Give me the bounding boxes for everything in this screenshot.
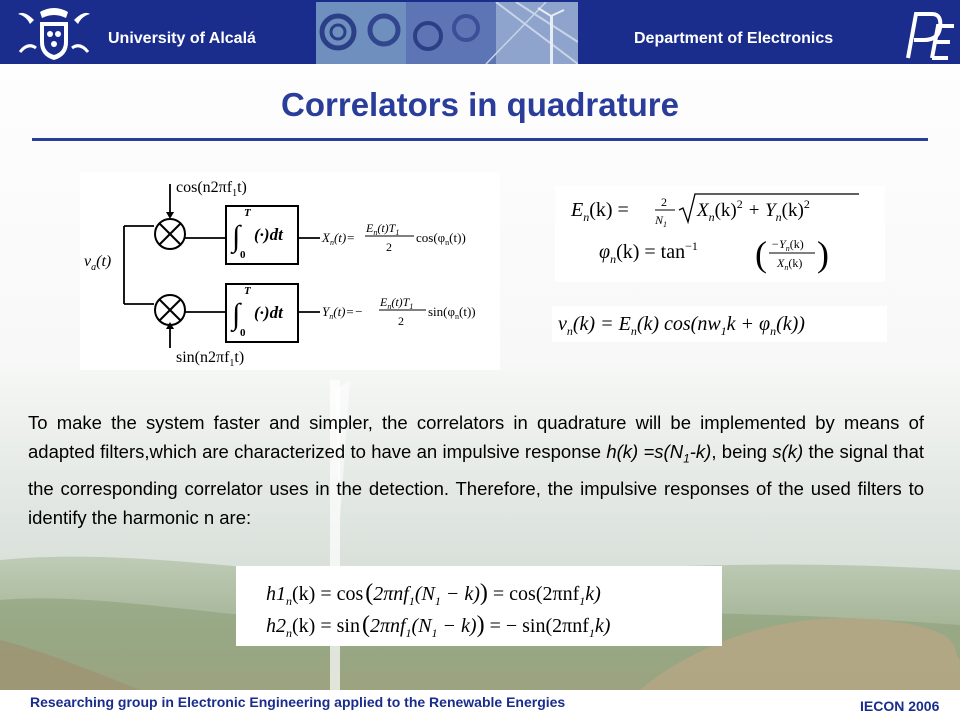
impulse-response-equations [236,566,722,646]
svg-text:∫: ∫ [232,220,241,253]
top-carrier-label: $\cos(n2\pi f_1t)$ [176,179,247,199]
svg-text:En(t)T1: $E_n(t)T_1$ [366,221,400,237]
svg-text:0: 0 [240,327,246,339]
header-banner-image [316,2,578,64]
department-name: Department of Electronics [634,30,834,47]
svg-text:2: 2 [398,314,404,328]
conference-footer: IECON 2006 [860,698,940,714]
title-underline [32,138,928,141]
svg-text:T: T [244,285,251,297]
svg-text:vn(k) = En(k) cos(nw1k + φn(k): $v_n(k) = E_n(k) \cos(nw_1k + \varphi_n(k))$ [558,313,805,338]
svg-text:2: 2 [661,195,667,209]
university-crest-logo [14,2,94,62]
svg-text:): ) [817,234,829,274]
h2-equation: $h2_n(k) = \sin(2\pi nf_1(N_1 - k))$ = − sin(2πnf$_1$k) [266,612,611,640]
svg-text:T: T [244,207,251,219]
svg-text:2: 2 [386,240,392,254]
svg-text:Xn(k): $X_n(k)$ [777,256,803,272]
amplitude-phase-equations [555,186,885,282]
description-paragraph: To make the system faster and simpler, the correlators in quadrature will be implemented by means of adapted filters,which are characterized to have an impulsive response $h(k) =s(N_1-k)$, being s(k) the signal that the corresponding correlator uses in the detection. Therefore, the impulsive responses of the used filters to identify the harmonic n are: [28,412,924,528]
phase-equation: $\varphi_n(k) = \tan^{-1}$ [599,239,698,266]
correlator-block-diagram [80,172,500,370]
svg-text:(·)dt: (·)dt [254,303,283,322]
department-logo [902,4,958,62]
h1-equation: $h1_n(k) = \cos(2\pi nf_1(N_1 - k)) = \cos(2\pi nf_1k)$ [266,580,601,608]
amplitude-equation: $E_n(k)$ = [571,199,629,224]
x-output-formula: $X_n(t)=$ [322,230,355,247]
svg-text:∫: ∫ [232,298,241,331]
university-name: University of Alcalá [108,30,256,47]
y-output-formula: $Y_n(t)=-$ [322,304,364,321]
svg-text:0: 0 [240,249,246,261]
slide-title: Correlators in quadrature [281,86,679,123]
svg-text:(·)dt: (·)dt [254,225,283,244]
bottom-carrier-label: $\sin(n2\pi f_1t)$ [176,349,245,369]
svg-text:N1: $N_1$ [655,213,668,229]
diagram-input-label: $v_a(t)$ [84,253,112,273]
svg-text:(: ( [755,234,767,274]
header-bar [0,0,960,64]
research-group-footer: Researching group in Electronic Engineering applied to the Renewable Energies [30,694,566,710]
svg-text:En(t)T1: $E_n(t)T_1$ [380,295,414,311]
svg-text:Xn(k)2 + Yn(k)2: $X_n(k)^2 + Y_n(k)^2$ [697,197,810,224]
svg-text:sin(φn(t)): $\sin(\varphi_n(t))$ [428,304,476,321]
harmonic-signal-equation [552,306,887,342]
svg-text:−Yn(k): $-Y_n(k)$ [771,237,804,253]
svg-text:cos(φn(t)): $\cos(\varphi_n(t))$ [416,230,466,247]
